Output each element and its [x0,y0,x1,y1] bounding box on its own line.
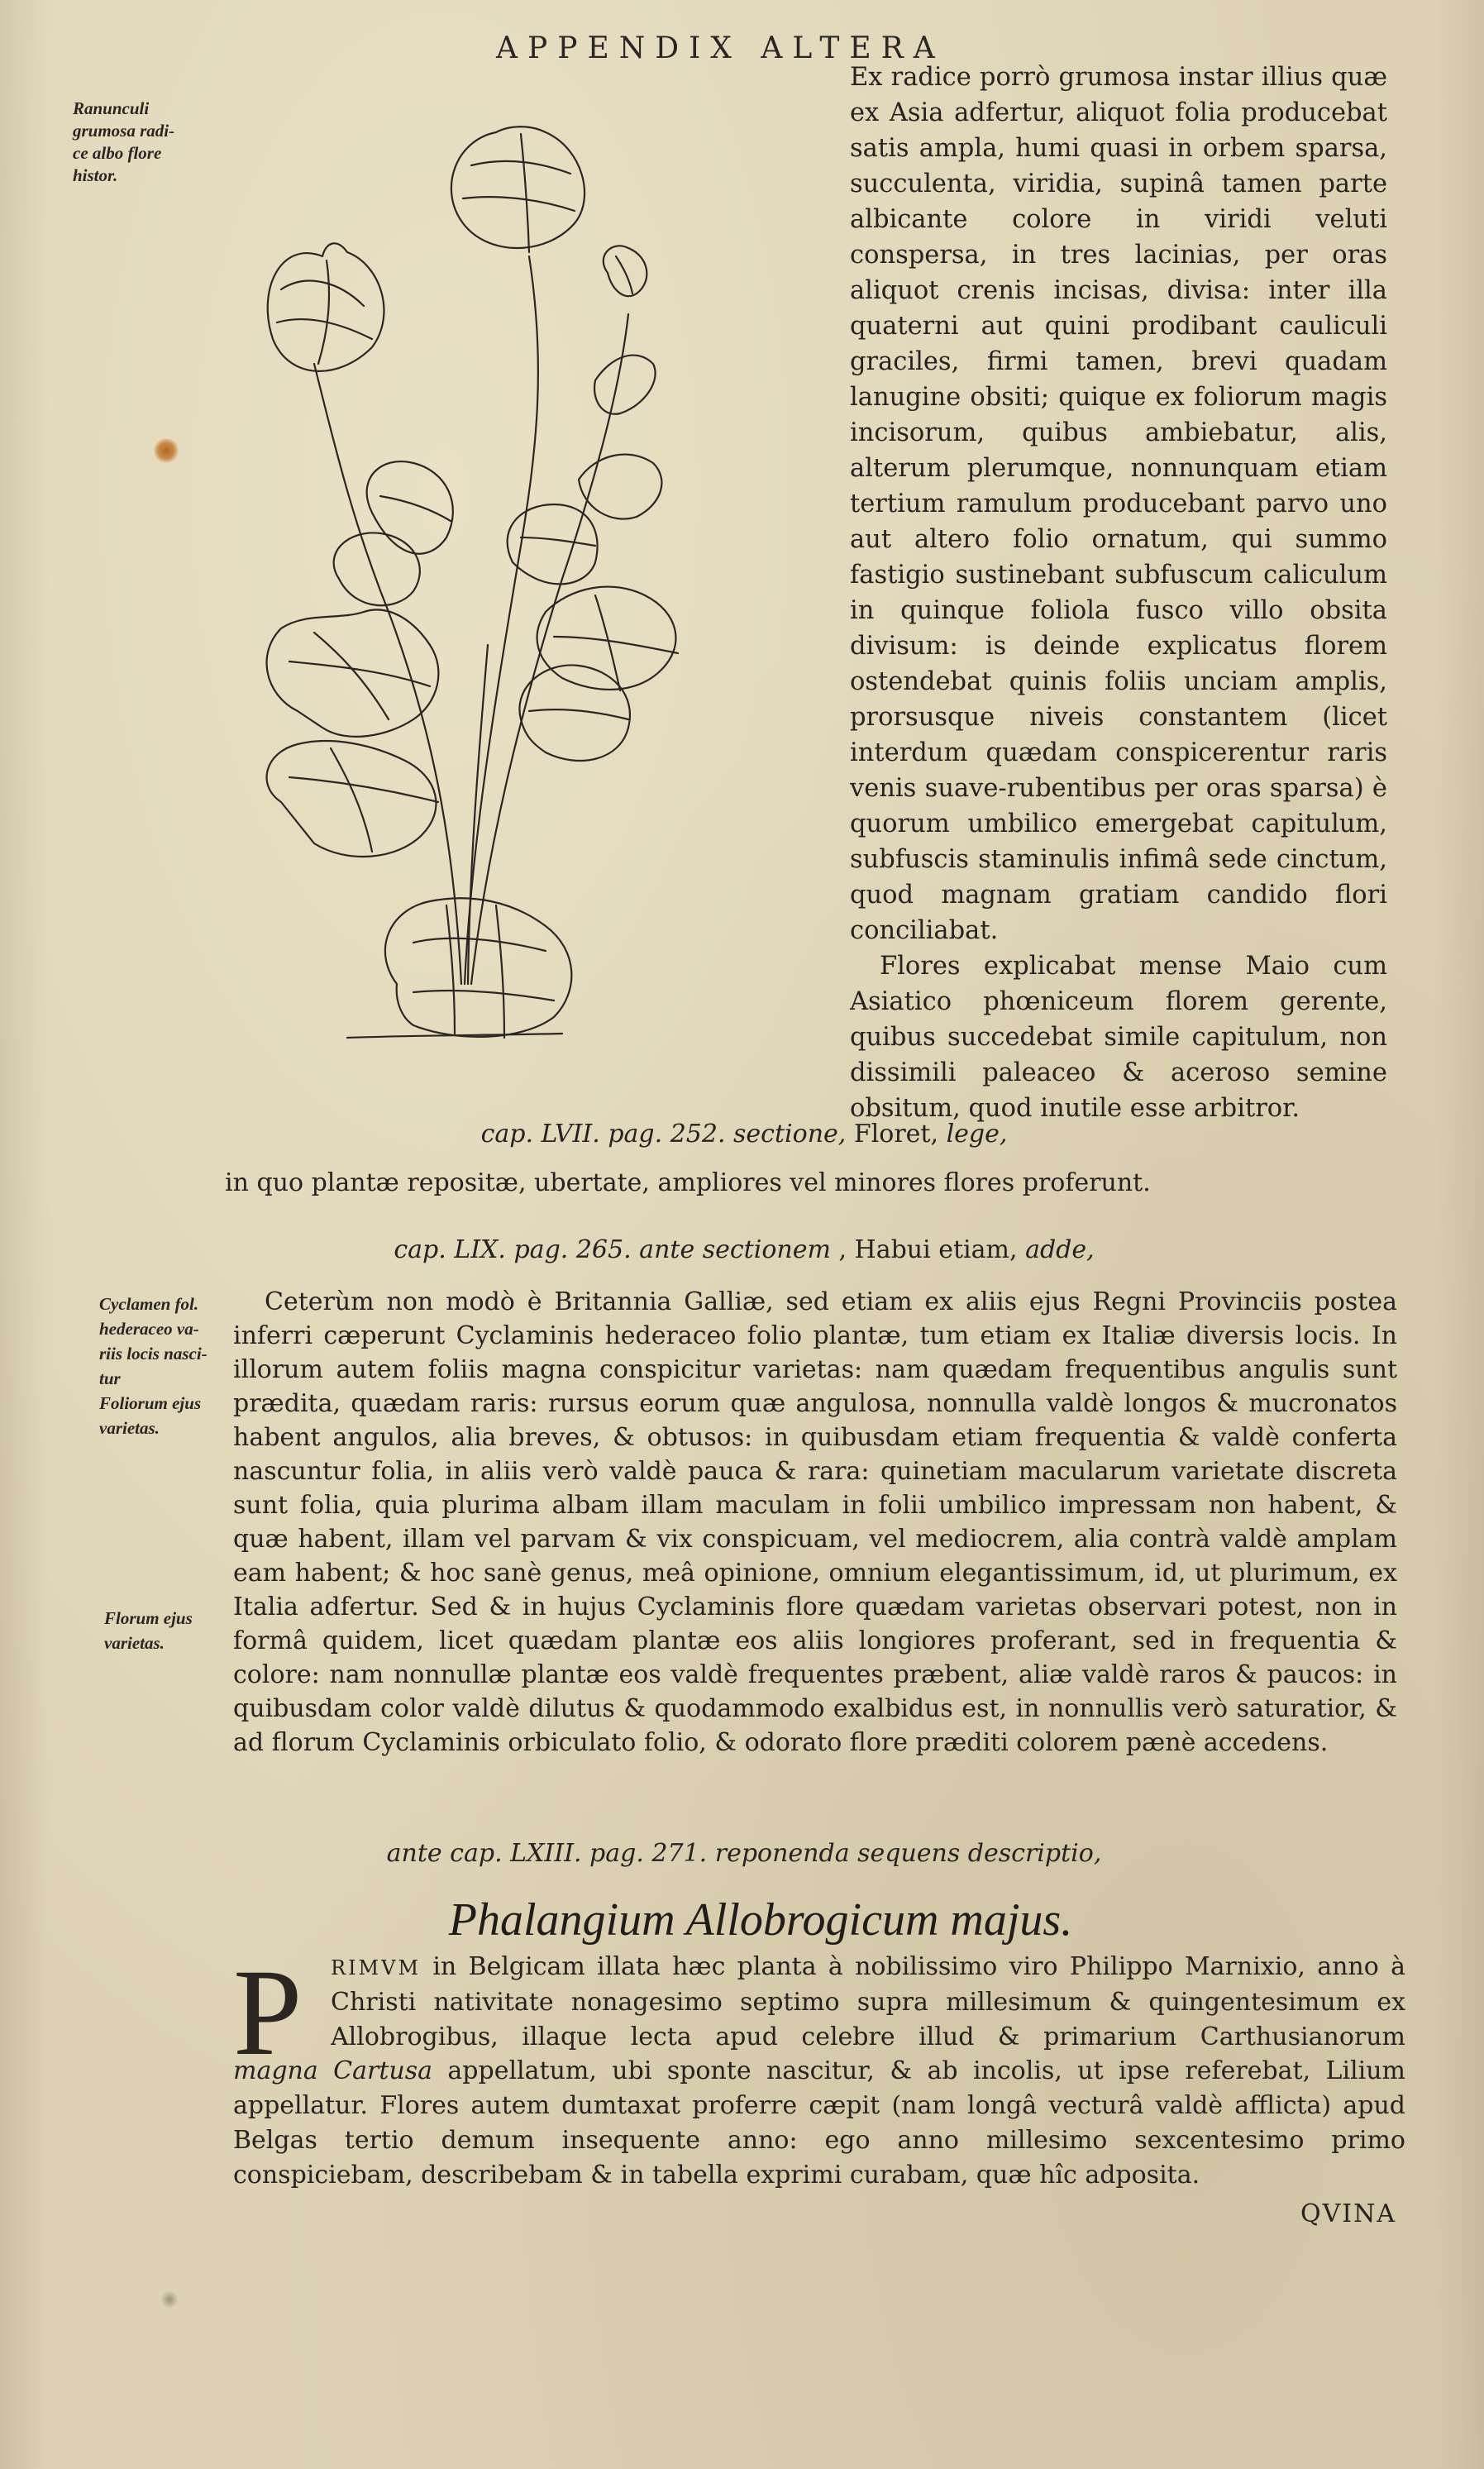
ranunculus-description [850,60,1387,1126]
foxing-stain [160,2290,179,2309]
running-head: APPENDIX ALTERA [496,31,945,65]
species-title: Phalangium Allobrogicum majus. [448,1894,1073,1946]
margin-note-line: hederaceo va- [99,1319,199,1339]
foxing-stain [154,438,179,463]
reference-italic: cap. LIX. pag. 265. ante sectionem [394,1235,831,1264]
drop-capital: P [233,1944,303,2081]
margin-note-line: Ranunculi [73,98,150,118]
phalangium-text-end: appellatum, ubi sponte nascitur, & ab incolis, ut ipse referebat, Lilium appellatur. Flores autem dumtaxat proferre cæpit (nam longâ vecturâ valdè afflicta) apud Belgas tertio demum insequente anno: ego anno millesimo sexcentesimo primo conspiciebam, describebam & in tabella exprimi curabam, quæ hîc adposita. [233,2056,1406,2190]
reference-end: lege, [946,1120,1008,1149]
phalangium-italic: magna Cartusa [233,2056,432,2085]
margin-note-line: tur [99,1368,121,1388]
section-reference [248,1234,1240,1267]
description-paragraph: Ex radice porrò grumosa instar illius quæ ex Asia adfertur, aliquot folia producebat satis ampla, humi quasi in orbem sparsa, succulenta, viridia, supinâ tamen parte albicante colore in viridi veluti conspersa, in tres lacinias, per oras aliquot crenis incisas, divisa: inter illa quaterni aut quini prodibant cauliculi graciles, firmi tamen, brevi quadam lanugine obsiti; quique ex foliorum magis incisorum, quibus ambiebatur, alis, alterum plerumque, nonnunquam etiam tertium ramulum producebant parvo uno aut altero folio ornatum, qui summo fastigio sustinebant subfuscum caliculum in quinque foliola fusco villo obsita divisum: is deinde explicatus florem ostendebat quinis foliis unciam amplis, prorsusque niveis constantem (licet interdum quædam conspicerentur raris venis suave-rubentibus per oras sparsa) è quorum umbilico emergebat capitulum, subfuscis staminulis infimâ sede cinctum, quod magnam gratiam candido flori conciliabat. [850,63,1387,945]
section-text: in quo plantæ repositæ, ubertate, ampliores vel minores flores proferunt. [225,1168,1151,1197]
reference-end: adde, [1025,1235,1095,1264]
margin-note-line: ce albo flore [73,143,162,163]
margin-note-line: riis locis nasci- [99,1344,208,1363]
plant-woodcut-illustration [248,116,777,1067]
reference-word: , Habui etiam, [838,1235,1018,1264]
description-paragraph: Flores explicabat mense Maio cum Asiatico phœniceum florem gerente, quibus succedebat simile capitulum, non dissimili paleaceo & aceroso semine obsitum, quod inutile esse arbitror. [850,952,1387,1123]
margin-note-line: Florum ejus [104,1608,193,1628]
catchword: QVINA [1300,2199,1396,2228]
margin-note-florum [104,1606,228,1655]
cyclamen-text: Ceterùm non modò è Britannia Galliæ, sed etiam ex aliis ejus Regni Provinciis postea inferri cæperunt Cyclaminis hederaceo folio plantæ, tum etiam ex Italiæ diversis locis. In illorum autem foliis magna conspicitur varietas: nam quædam frequentibus angulis sunt prædita, quædam raris: rursus eorum quæ angulosa, nonnulla valdè longos & mucronatos habent angulos, alia breves, & obtusos: in quibusdam etiam frequentia & valdè conferta nascuntur folia, in aliis verò valdè pauca & rara: quinetiam macularum varietate discreta sunt folia, quia plurima albam illam maculam in folii umbilico impressam non habent, & quæ habent, illam vel parvam & vix conspicuam, vel mediocrem, alia contrà valdè amplam eam habent; & hoc sanè genus, meâ opinione, omnium elegantissimum, id, ut plurimum, ex Italia adfertur. Sed & in hujus Cyclaminis flore quædam varietas observari potest, non in formâ quidem, licet quædam plantæ eos aliis longiores proferant, sed in frequentia & colore: nam nonnullæ plantæ eos valdè frequentes præbent, aliæ valdè raros & paucos: in quibusdam color valdè dilutus & quodammodo exalbidus est, in nonnullis verò saturatior, & ad florum Cyclaminis orbiculato folio, & odorato flore præditi colorem pænè accedens. [233,1287,1397,1757]
phalangium-text-part: in Belgicam illata hæc planta à nobilissimo viro Philippo Marnixio, anno à Christi nativitate nonagesimo septimo supra millesimum & quingentesimum ex Allobrogibus, illaque lecta apud celebre illud & primarium Carthusianorum [331,1952,1405,2051]
margin-note-line: varietas. [99,1418,160,1438]
margin-note-line: grumosa radi- [73,121,175,141]
section-reference [248,1118,1240,1151]
margin-note-line: Cyclamen fol. [99,1294,199,1314]
reference-italic: cap. LVII. pag. 252. sectione, [480,1120,847,1149]
margin-note-cyclamen [99,1292,223,1440]
phalangium-text-continued [233,2054,1405,2193]
reference-word: Floret, [853,1120,939,1149]
margin-note-line: varietas. [104,1633,165,1653]
margin-note-line: histor. [73,165,118,185]
phalangium-text [331,1950,1405,2054]
section-reference: ante cap. LXIII. pag. 271. reponenda sequens descriptio, [386,1839,1102,1868]
margin-note-ranunculus [73,98,205,187]
lead-word: RIMVM [331,1956,422,1979]
margin-note-line: Foliorum ejus [99,1393,202,1413]
